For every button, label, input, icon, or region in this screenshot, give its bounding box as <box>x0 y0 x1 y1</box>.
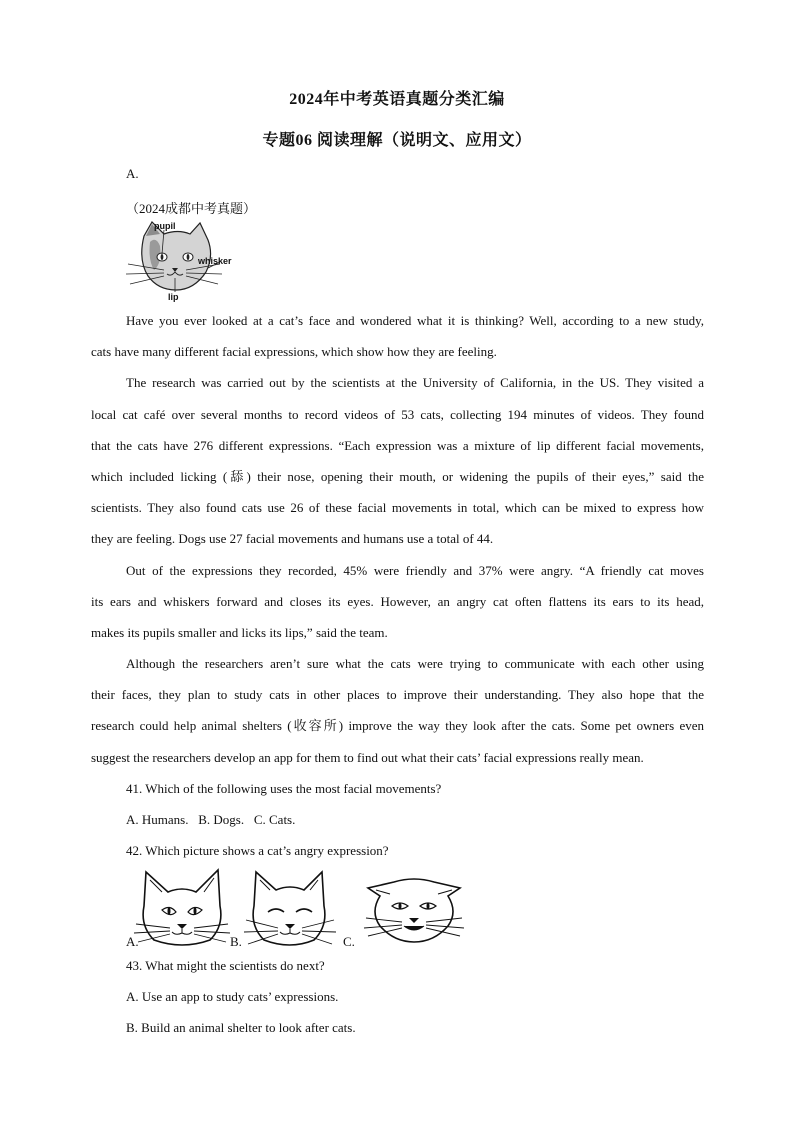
section-label: A. <box>126 166 139 181</box>
paragraph-2-line-4: which included licking (舔) their nose, opening their mouth, or widening the pupils of their eyes,” said the <box>91 469 704 484</box>
document-title: 2024年中考英语真题分类汇编 <box>289 91 505 108</box>
lip-label: lip <box>168 292 179 302</box>
cat-picture-b <box>244 872 336 945</box>
paragraph-4-line-2: their faces, they plan to study cats in other places to improve their understanding. They also hope that the <box>91 687 704 702</box>
whisker-label: whisker <box>198 256 232 266</box>
question-41-options: A. Humans. B. Dogs. C. Cats. <box>126 812 296 827</box>
paragraph-4-line-1: Although the researchers aren’t sure what the cats were trying to communicate with each other using <box>126 656 704 671</box>
source-note: （2024成都中考真题） <box>126 201 257 216</box>
option-b-label: B. <box>230 934 242 949</box>
question-43-option-b: B. Build an animal shelter to look after cats. <box>126 1020 356 1035</box>
cat-picture-c <box>364 879 464 942</box>
cat-face-diagram <box>124 220 244 306</box>
answer-pictures <box>124 866 484 948</box>
option-a-label: A. <box>126 934 139 949</box>
paragraph-4-line-3: research could help animal shelters (收容所) improve the way they look after the cats. Some pet owners even <box>91 718 704 733</box>
paragraph-3-line-1: Out of the expressions they recorded, 45% were friendly and 37% were angry. “A friendly cat moves <box>126 563 704 578</box>
cat-picture-a <box>134 870 230 945</box>
paragraph-2-line-5: scientists. They also found cats use 26 of these facial movements in total, which can be mixed to express how <box>91 500 704 515</box>
paragraph-1-line-2: cats have many different facial expressions, which show how they are feeling. <box>91 344 497 359</box>
paragraph-3-line-3: makes its pupils smaller and licks its lips,” said the team. <box>91 625 388 640</box>
question-42-stem: 42. Which picture shows a cat’s angry expression? <box>126 843 389 858</box>
paragraph-2-line-2: local cat café over several months to record videos of 53 cats, collecting 194 minutes of videos. They found <box>91 407 704 422</box>
paragraph-2-line-1: The research was carried out by the scientists at the University of California, in the US. They visited a <box>126 375 704 390</box>
question-43-option-a: A. Use an app to study cats’ expressions. <box>126 989 339 1004</box>
paragraph-3-line-2: its ears and whiskers forward and closes its eyes. However, an angry cat often flattens its ears to its head, <box>91 594 704 609</box>
option-c-label: C. <box>343 934 355 949</box>
paragraph-2-line-3: that the cats have 276 different expressions. “Each expression was a mixture of lip different facial movements, <box>91 438 704 453</box>
question-41-stem: 41. Which of the following uses the most facial movements? <box>126 781 442 796</box>
document-subtitle: 专题06 阅读理解（说明文、应用文） <box>262 132 532 149</box>
pupil-label: pupil <box>154 221 176 231</box>
paragraph-2-line-6: they are feeling. Dogs use 27 facial movements and humans use a total of 44. <box>91 531 494 546</box>
question-43-stem: 43. What might the scientists do next? <box>126 958 325 973</box>
paragraph-1-line-1: Have you ever looked at a cat’s face and wondered what it is thinking? Well, according to a new study, <box>126 313 704 328</box>
paragraph-4-line-4: suggest the researchers develop an app for them to find out what their cats’ facial expressions really mean. <box>91 750 644 765</box>
